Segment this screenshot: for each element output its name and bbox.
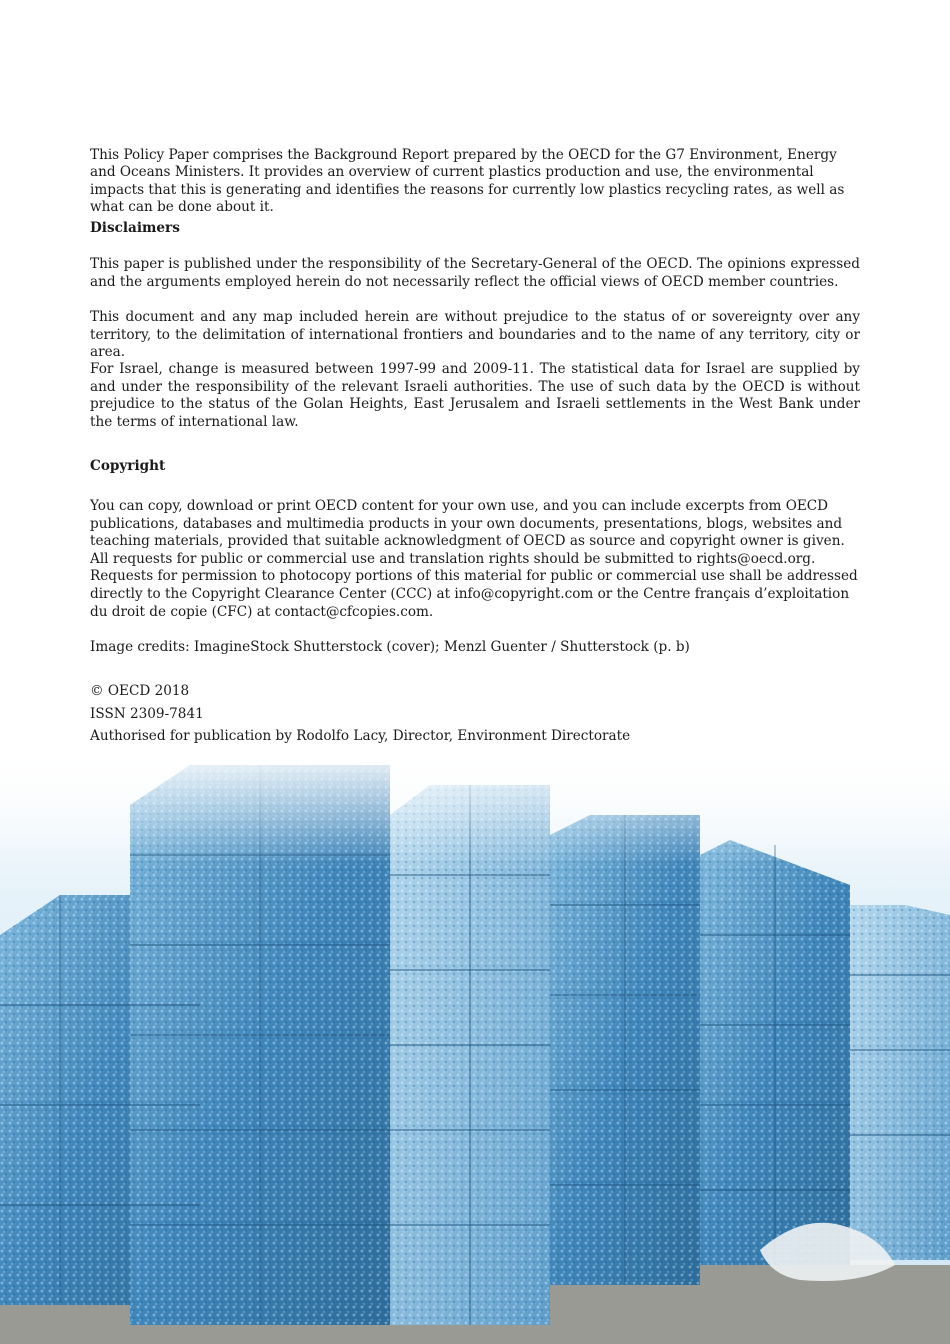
disclaimer-paragraph-1: [90, 256, 860, 291]
disclaimer-text-3: For Israel, change is measured between 1997-99 and 2009-11. The statistical data for Israel are supplied by and under the responsibility of the relevant Israeli authorities. The use of such data by the OECD is without prejudice to the status of the Golan Heights, East Jerusalem and Israeli settlements in the West Bank under the terms of international law.: [90, 361, 860, 430]
disclaimers-heading: Disclaimers: [90, 220, 180, 236]
plastic-bales-photo: [0, 745, 950, 1344]
copyright-heading: Copyright: [90, 458, 166, 474]
issn: ISSN 2309-7841: [90, 706, 204, 722]
disclaimer-paragraph-3: [90, 361, 860, 431]
authorisation-line: Authorised for publication by Rodolfo Lacy, Director, Environment Directorate: [90, 728, 631, 744]
image-credits: Image credits: ImagineStock Shutterstock (cover); Menzl Guenter / Shutterstock (p. b): [90, 639, 690, 655]
disclaimer-paragraph-2: [90, 309, 860, 362]
copyright-year: © OECD 2018: [90, 683, 190, 699]
copyright-text: You can copy, download or print OECD content for your own use, and you can include excerpts from OECD publications, databases and multimedia products in your own documents, presentations, blogs, websites and teaching materials, provided that suitable acknowledgment of OECD as source and copyright owner is given. All requests for public or commercial use and translation rights should be submitted to rights@oecd.org. Requests for permission to photocopy portions of this material for public or commercial use shall be addressed directly to the Copyright Clearance Center (CCC) at info@copyright.com or the Centre français d’exploitation du droit de copie (CFC) at contact@cfcopies.com.: [90, 498, 858, 620]
intro-paragraph: [90, 147, 860, 217]
disclaimer-text-2: This document and any map included herein are without prejudice to the status of or sovereignty over any territory, to the delimitation of international frontiers and boundaries and to the name of any territory, city or area.: [90, 309, 860, 361]
copyright-paragraph: [90, 498, 860, 621]
disclaimer-text-1: This paper is published under the responsibility of the Secretary-General of the OECD. The opinions expressed and the arguments employed herein do not necessarily reflect the official views of OECD member countries.: [90, 256, 860, 290]
photo-top-fade: [0, 745, 950, 865]
intro-text: This Policy Paper comprises the Background Report prepared by the OECD for the G7 Environment, Energy and Oceans Ministers. It provides an overview of current plastics production and use, the environmental impacts that this is generating and identifies the reasons for currently low plastics recycling rates, as well as what can be done about it.: [90, 146, 845, 216]
